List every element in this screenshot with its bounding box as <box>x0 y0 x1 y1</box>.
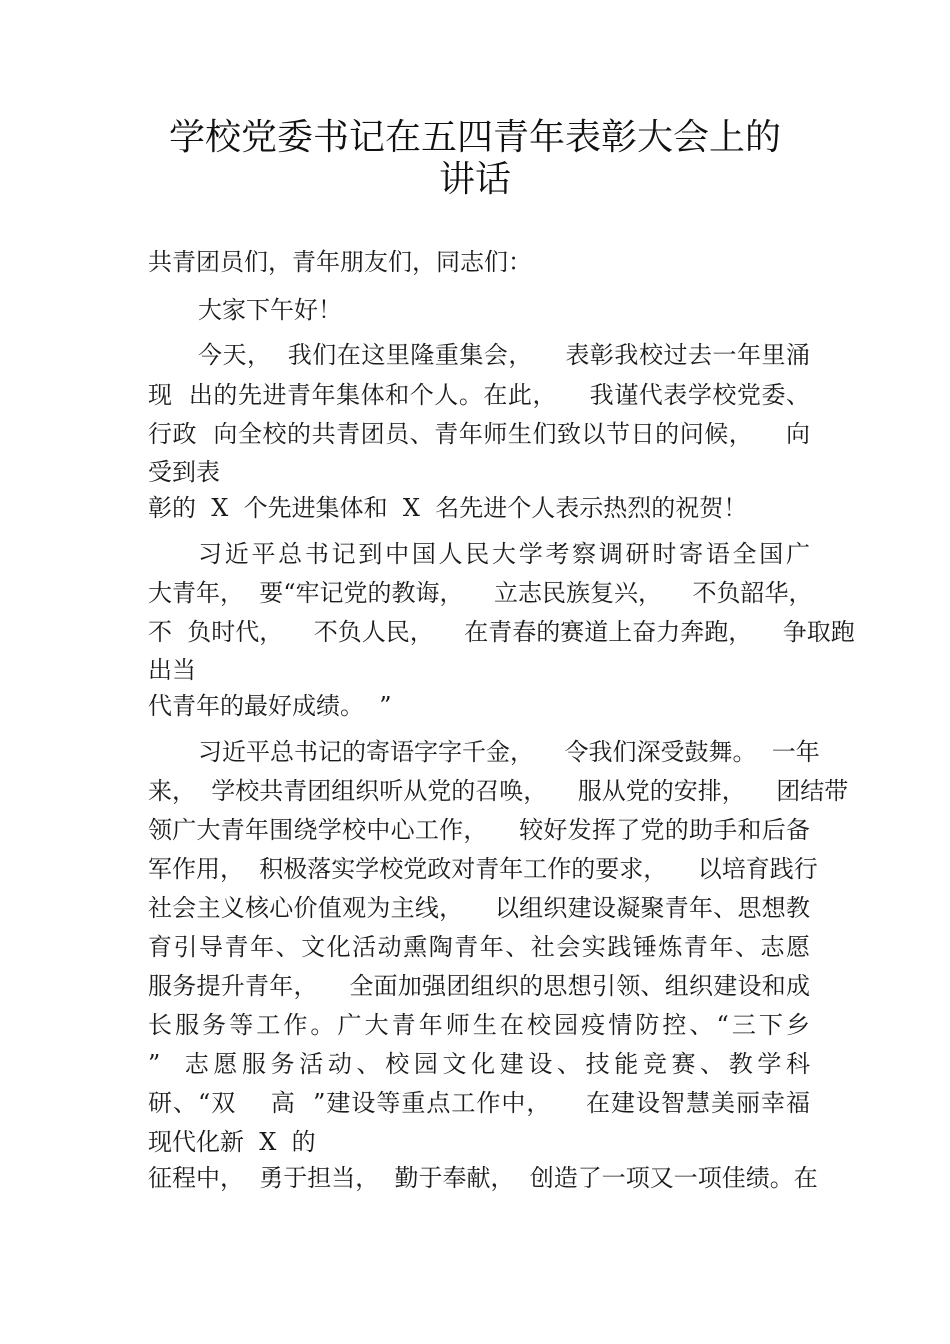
paragraph-3-line: 育引导青年、文化活动熏陶青年、社会实践锤炼青年、志愿 <box>148 933 810 961</box>
paragraph-3-line: 研、“双 高 ”建设等重点工作中， 在建设智慧美丽幸福 <box>148 1089 810 1117</box>
paragraph-2-line: 代青年的最好成绩。 ” <box>148 692 392 720</box>
paragraph-3-line: 服务提升青年， 全面加强团组织的思想引领、组织建设和成 <box>148 972 810 1000</box>
paragraph-1-line: 受到表 <box>148 458 220 486</box>
paragraph-1-line: 今天， 我们在这里隆重集会， 表彰我校过去一年里涌 <box>198 341 810 369</box>
paragraph-3-line: 习近平总书记的寄语字字千金， 令我们深受鼓舞。 一年 <box>198 738 820 766</box>
paragraph-1-line: 现 出的先进青年集体和个人。在此， 我谨代表学校党委、 <box>148 381 810 409</box>
paragraph-2-line: 出当 <box>148 656 196 684</box>
paragraph-3-line: 社会主义核心价值观为主线， 以组织建设凝聚青年、思想教 <box>148 894 810 922</box>
paragraph-3-line: 长服务等工作。广大青年师生在校园疫情防控、“三下乡 <box>148 1011 810 1039</box>
paragraph-2-line: 大青年， 要“牢记党的教诲， 立志民族复兴， 不负韶华， <box>148 579 813 607</box>
paragraph-1-line: 彰的 X 个先进集体和 X 名先进个人表示热烈的祝贺！ <box>148 494 748 522</box>
paragraph-3-line: 征程中， 勇于担当， 勤于奉献， 创造了一项又一项佳绩。在 <box>148 1164 818 1192</box>
paragraph-2-line: 不 负时代， 不负人民， 在青春的赛道上奋力奔跑， 争取跑 <box>148 618 855 646</box>
paragraph-3-line: ” 志愿服务活动、校园文化建设、技能竞赛、教学科 <box>148 1050 810 1078</box>
document-title-line-1: 学校党委书记在五四青年表彰大会上的 <box>168 117 781 158</box>
paragraph-3-line: 军作用， 积极落实学校党政对青年工作的要求， 以培育践行 <box>148 855 818 883</box>
paragraph-3-line: 来， 学校共青团组织听从党的召唤， 服从党的安排， 团结带 <box>148 777 849 805</box>
paragraph-1-line: 行政 向全校的共青团员、青年师生们致以节日的问候， 向 <box>148 420 810 448</box>
paragraph-3-line: 现代化新 X 的 <box>148 1128 316 1156</box>
paragraph-3-line: 领广大青年围绕学校中心工作， 较好发挥了党的助手和后备 <box>148 816 810 844</box>
paragraph-2-line: 习近平总书记到中国人民大学考察调研时寄语全国广 <box>198 540 810 568</box>
document-title-line-2: 讲话 <box>438 159 511 200</box>
salutation: 共青团员们，青年朋友们，同志们： <box>148 248 532 276</box>
greeting: 大家下午好！ <box>198 296 342 324</box>
